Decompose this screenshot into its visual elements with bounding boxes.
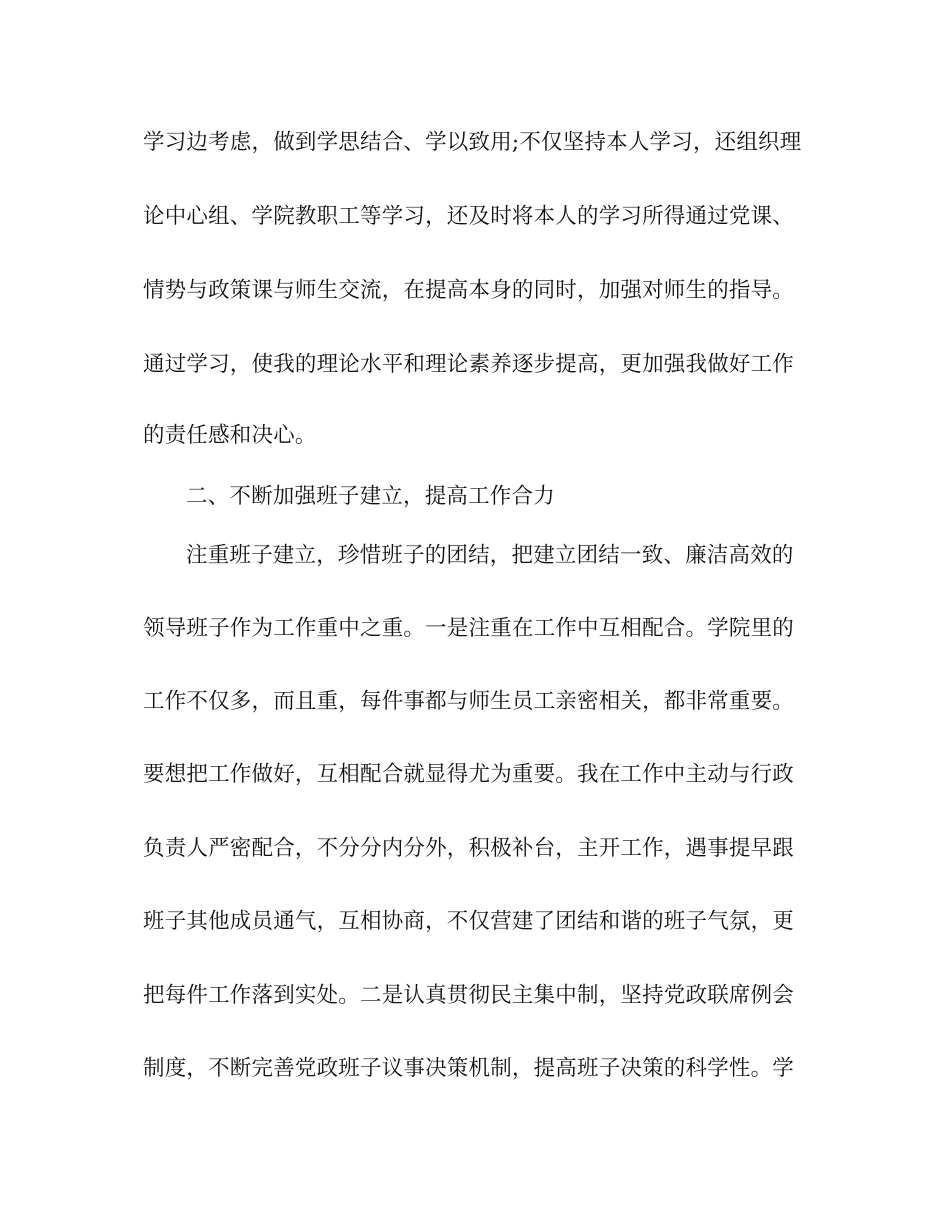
paragraph-line: 班子其他成员通气，互相协商，不仅营建了团结和谐的班子气氛，更 xyxy=(143,909,795,934)
paragraph-line: 论中心组、学院教职工等学习，还及时将本人的学习所得通过党课、 xyxy=(143,204,795,229)
paragraph-line: 领导班子作为工作重中之重。一是注重在工作中互相配合。学院里的 xyxy=(143,616,795,641)
paragraph-line: 情势与政策课与师生交流，在提高本身的同时，加强对师生的指导。 xyxy=(143,278,795,303)
paragraph-line: 要想把工作做好，互相配合就显得尤为重要。我在工作中主动与行政 xyxy=(143,762,795,787)
paragraph-line: 学习边考虑，做到学思结合、学以致用;不仅坚持本人学习，还组织理 xyxy=(143,130,802,155)
paragraph-line: 负责人严密配合，不分分内分外，积极补台，主开工作，遇事提早跟 xyxy=(143,836,795,861)
paragraph-line: 把每件工作落到实处。二是认真贯彻民主集中制，坚持党政联席例会 xyxy=(143,983,795,1008)
paragraph-line: 通过学习，使我的理论水平和理论素养逐步提高，更加强我做好工作 xyxy=(143,352,795,377)
paragraph-line: 工作不仅多，而且重，每件事都与师生员工亲密相关，都非常重要。 xyxy=(143,689,795,714)
section-heading: 二、不断加强班子建立，提高工作合力 xyxy=(186,484,555,509)
paragraph-line: 的责任感和决心。 xyxy=(143,423,317,448)
paragraph-line: 制度，不断完善党政班子议事决策机制，提高班子决策的科学性。学 xyxy=(143,1056,795,1081)
paragraph-line: 注重班子建立，珍惜班子的团结，把建立团结一致、廉洁高效的 xyxy=(186,543,794,568)
